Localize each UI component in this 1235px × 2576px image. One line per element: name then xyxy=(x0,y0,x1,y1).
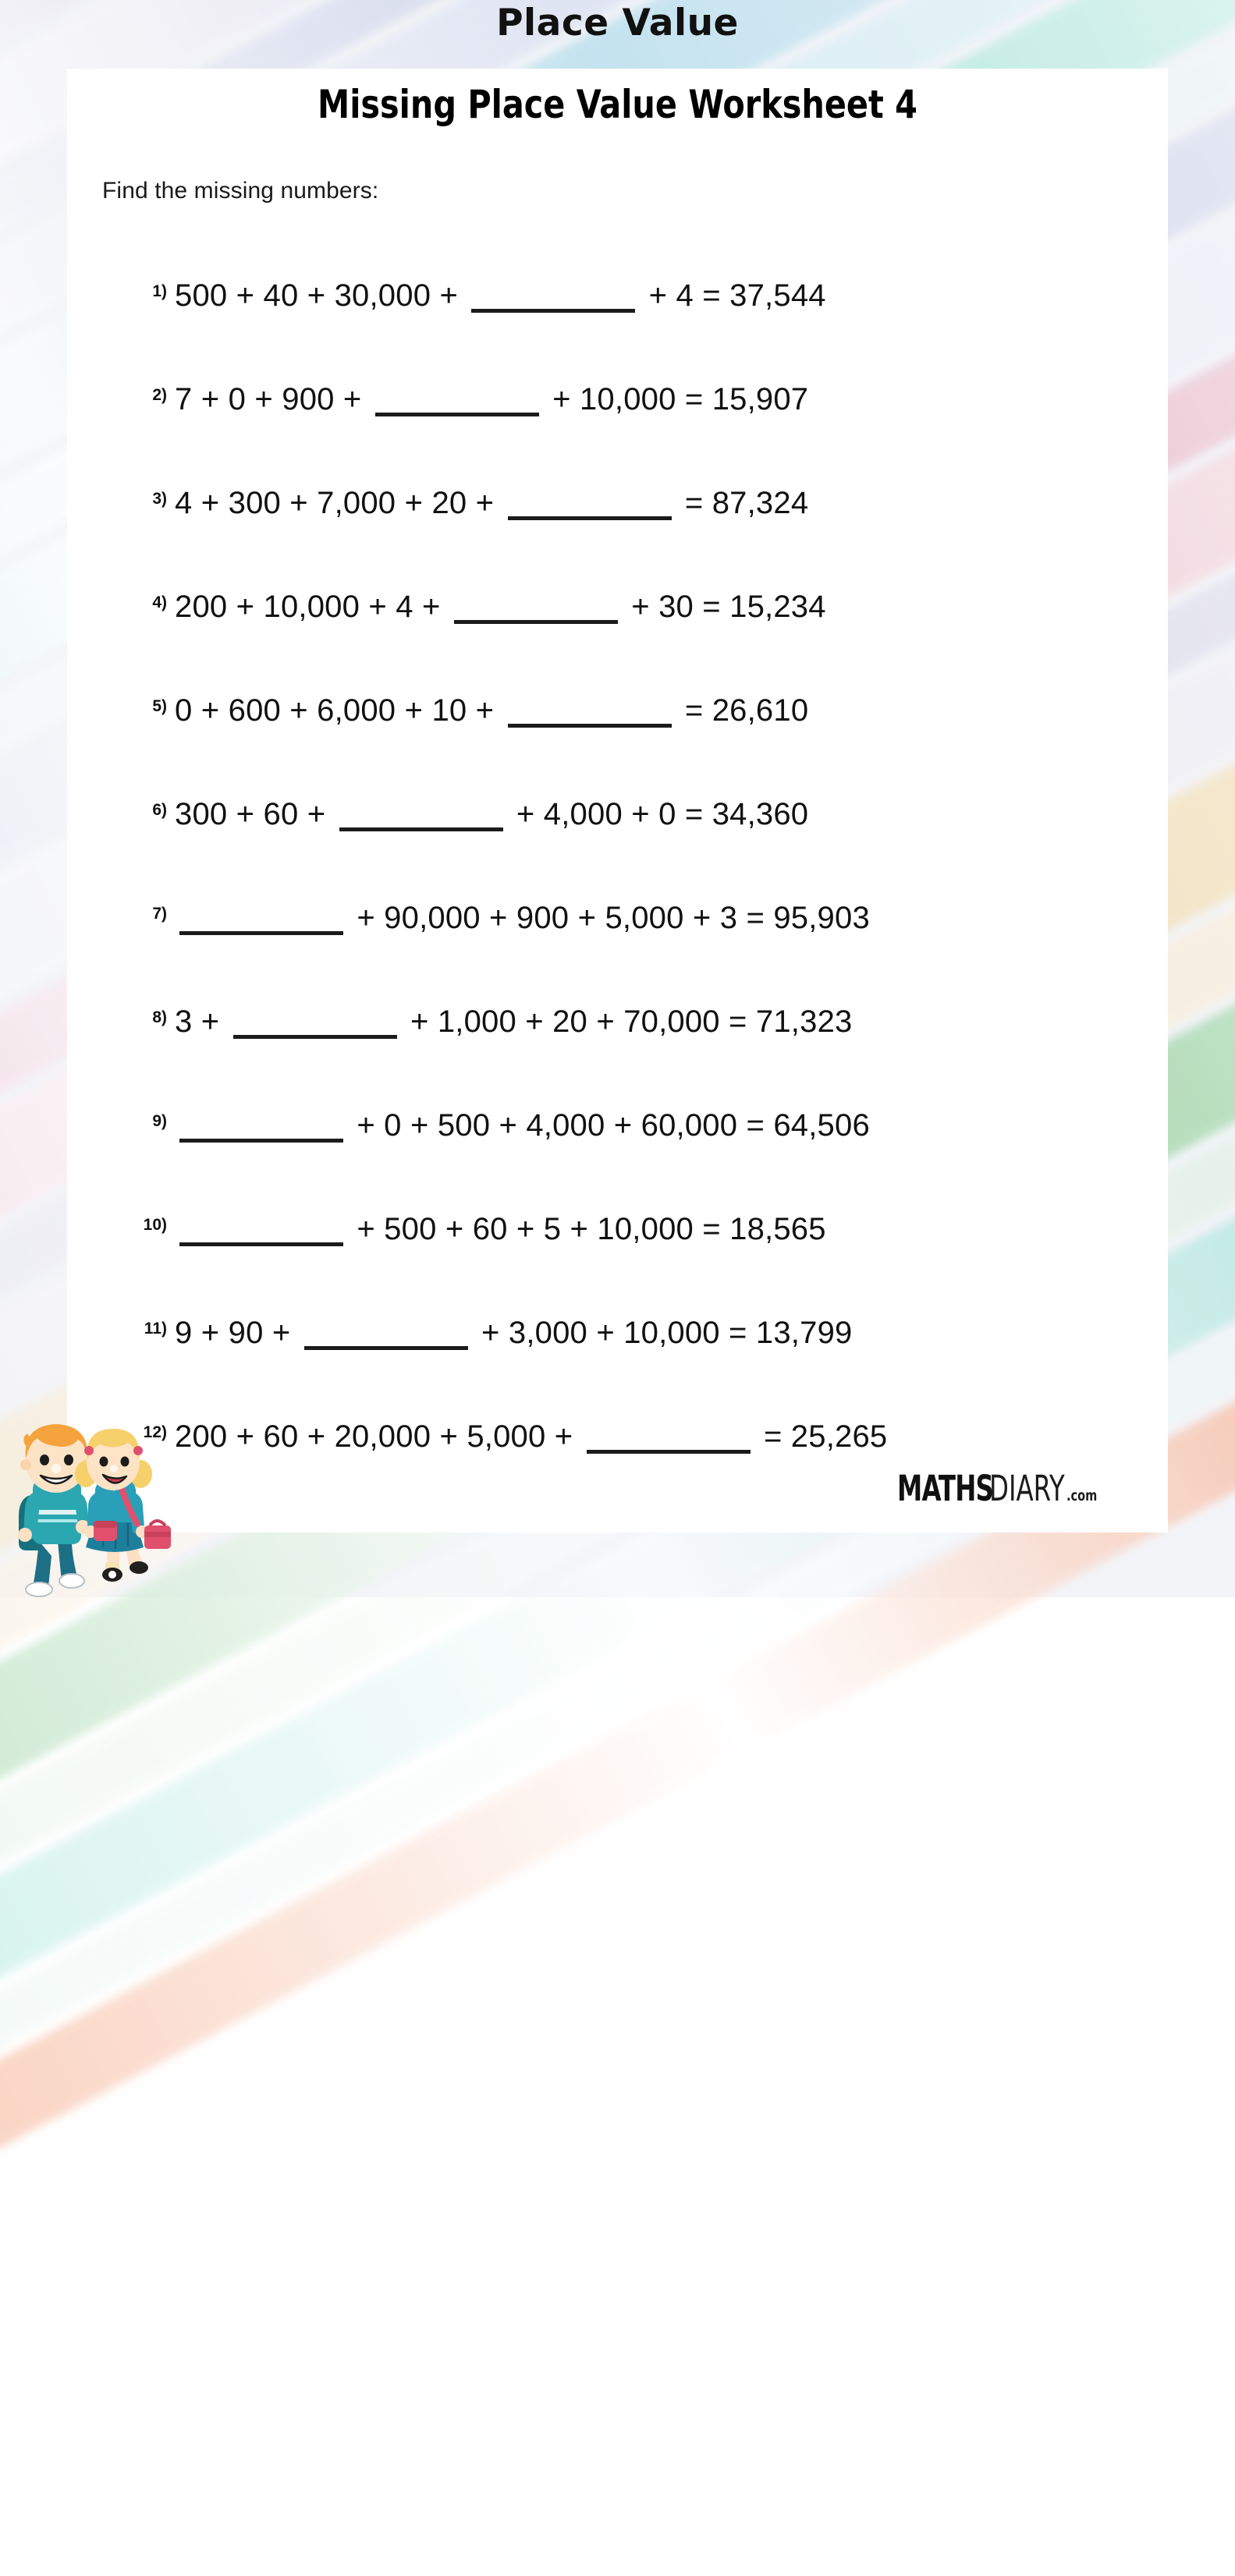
logo-diary-text: DIARY xyxy=(988,1468,1065,1509)
problem-number: 8) xyxy=(152,1008,167,1026)
problem-expression xyxy=(175,383,808,416)
expression-text: + 30 = 15,234 xyxy=(622,590,826,624)
problem-number: 4) xyxy=(152,594,167,611)
problem-expression xyxy=(175,1213,826,1245)
expression-text: 0 + 600 + 6,000 + 10 + xyxy=(175,693,503,728)
answer-blank[interactable] xyxy=(339,827,503,831)
problem-number: 7) xyxy=(152,905,167,923)
expression-text: + 3,000 + 10,000 = 13,799 xyxy=(472,1316,853,1350)
girl-figure xyxy=(75,1429,171,1582)
problem-number: 6) xyxy=(152,801,167,819)
problem-row xyxy=(139,590,1145,694)
expression-text: = 25,265 xyxy=(754,1419,888,1454)
problem-number: 11) xyxy=(144,1320,167,1338)
expression-text: = 26,610 xyxy=(676,693,809,728)
problem-expression xyxy=(175,279,826,312)
problem-expression xyxy=(175,1109,870,1142)
expression-text: 9 + 90 + xyxy=(175,1316,300,1350)
expression-text: + 90,000 + 900 + 5,000 + 3 = 95,903 xyxy=(348,901,870,935)
expression-text: + 1,000 + 20 + 70,000 = 71,323 xyxy=(401,1005,853,1039)
answer-blank[interactable] xyxy=(454,619,618,624)
problem-expression xyxy=(175,902,870,934)
problem-number: 5) xyxy=(152,697,167,715)
expression-text: + 10,000 = 15,907 xyxy=(543,382,809,416)
problem-expression xyxy=(175,694,808,727)
answer-blank[interactable] xyxy=(508,723,672,728)
expression-text: 200 + 60 + 20,000 + 5,000 + xyxy=(175,1419,582,1454)
problem-row xyxy=(139,279,1145,383)
problem-row xyxy=(139,902,1145,1005)
expression-text: + 0 + 500 + 4,000 + 60,000 = 64,506 xyxy=(348,1108,870,1143)
problem-row xyxy=(139,1109,1145,1213)
problem-expression xyxy=(175,1316,852,1349)
expression-text: 300 + 60 + xyxy=(175,797,335,831)
problem-number: 9) xyxy=(152,1112,167,1130)
expression-text: 4 + 300 + 7,000 + 20 + xyxy=(175,486,503,520)
page-title: Place Value xyxy=(496,2,739,44)
expression-text: 3 + xyxy=(175,1005,229,1039)
problem-row xyxy=(139,798,1145,902)
problem-row xyxy=(139,487,1145,590)
problem-number: 10) xyxy=(143,1216,167,1234)
boy-figure xyxy=(18,1424,92,1596)
expression-text: 500 + 40 + 30,000 + xyxy=(175,278,467,313)
expression-text: + 500 + 60 + 5 + 10,000 = 18,565 xyxy=(348,1212,826,1246)
school-kids-illustration xyxy=(2,1402,189,1597)
logo-dotcom-text: .com xyxy=(1066,1486,1097,1504)
answer-blank[interactable] xyxy=(508,516,672,520)
mathsdiary-logo xyxy=(897,1468,1102,1509)
problem-number: 3) xyxy=(152,490,167,508)
problem-expression xyxy=(175,1420,887,1453)
expression-text: = 87,324 xyxy=(676,486,809,520)
problem-number: 12) xyxy=(143,1423,167,1441)
problem-number: 2) xyxy=(152,386,167,404)
problem-row xyxy=(139,1316,1145,1420)
problem-expression xyxy=(175,590,826,623)
worksheet-title: Missing Place Value Worksheet 4 xyxy=(318,82,917,127)
answer-blank[interactable] xyxy=(375,412,539,416)
problem-row xyxy=(139,1213,1145,1316)
logo-maths-text: MATHS xyxy=(897,1468,994,1509)
answer-blank[interactable] xyxy=(587,1449,751,1454)
problem-expression xyxy=(175,1005,852,1038)
problem-row xyxy=(139,383,1145,487)
answer-blank[interactable] xyxy=(179,930,343,935)
instruction-text: Find the missing numbers: xyxy=(102,178,379,204)
answer-blank[interactable] xyxy=(304,1345,468,1350)
answer-blank[interactable] xyxy=(233,1034,397,1039)
problem-number: 1) xyxy=(152,282,167,300)
problem-expression xyxy=(175,487,808,519)
problem-list xyxy=(139,279,1145,1524)
problem-expression xyxy=(175,798,808,831)
answer-blank[interactable] xyxy=(179,1242,343,1246)
problem-row xyxy=(139,694,1145,798)
answer-blank[interactable] xyxy=(179,1138,343,1143)
answer-blank[interactable] xyxy=(471,308,635,313)
expression-text: 200 + 10,000 + 4 + xyxy=(175,590,449,624)
problem-row xyxy=(139,1005,1145,1109)
expression-text: + 4 = 37,544 xyxy=(640,278,826,313)
expression-text: + 4,000 + 0 = 34,360 xyxy=(507,797,809,831)
expression-text: 7 + 0 + 900 + xyxy=(175,382,371,416)
